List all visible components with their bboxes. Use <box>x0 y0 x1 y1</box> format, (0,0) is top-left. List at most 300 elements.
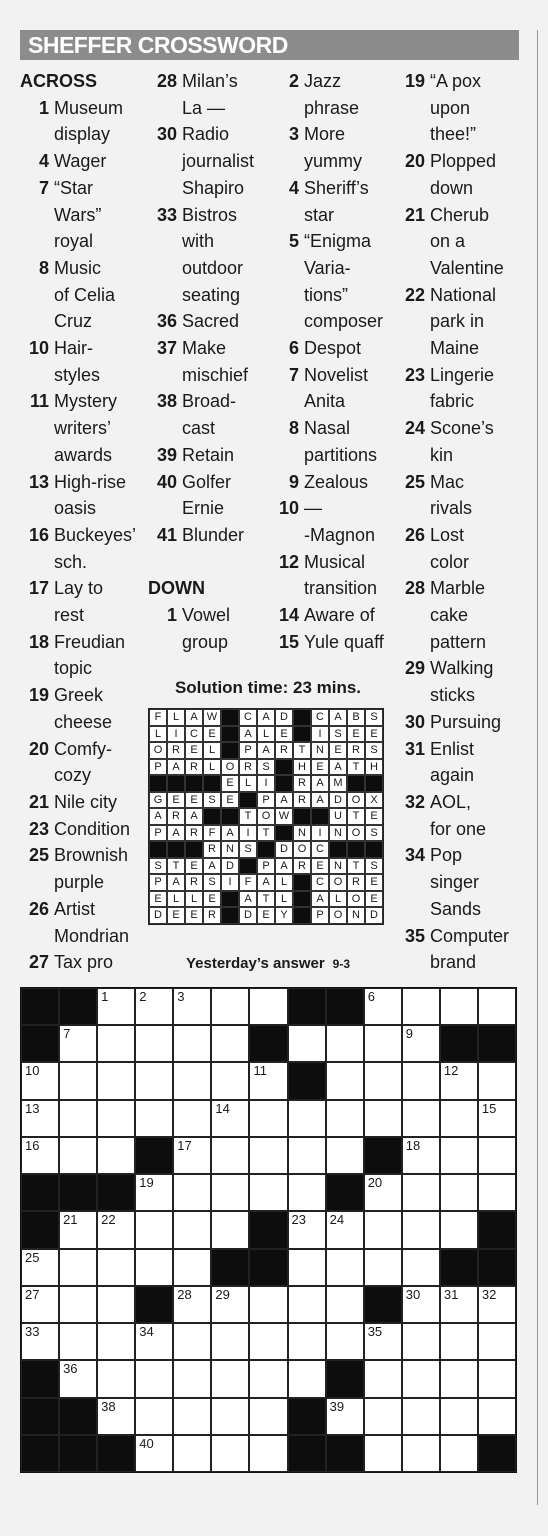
grid-cell[interactable] <box>440 1100 478 1137</box>
clue-line <box>278 442 406 469</box>
clue-line <box>20 175 148 202</box>
grid-cell[interactable] <box>135 1398 173 1435</box>
grid-cell[interactable] <box>21 1249 59 1286</box>
grid-cell[interactable] <box>211 1360 249 1397</box>
clue-text: yummy <box>304 151 362 172</box>
grid-cell[interactable] <box>173 1062 211 1099</box>
clue-column-2 <box>148 68 280 655</box>
grid-cell[interactable] <box>478 1360 516 1397</box>
grid-cell[interactable] <box>211 1286 249 1323</box>
clue-number <box>20 602 49 629</box>
black-square <box>21 1360 59 1397</box>
grid-cell[interactable] <box>402 1137 440 1174</box>
grid-cell[interactable] <box>97 1249 135 1286</box>
grid-cell[interactable] <box>288 1211 326 1248</box>
black-square <box>135 1137 173 1174</box>
grid-cell[interactable] <box>135 1062 173 1099</box>
clue-text: Mac <box>430 471 465 492</box>
clue-text: Lingerie <box>430 364 495 385</box>
clue-text: Blunder <box>182 524 245 545</box>
grid-cell[interactable] <box>249 988 287 1025</box>
solution-letter-cell: L <box>239 775 257 792</box>
clue-text: Musical <box>304 551 366 572</box>
solution-letter-cell: A <box>257 742 275 759</box>
grid-cell[interactable] <box>326 1062 364 1099</box>
grid-cell[interactable] <box>288 1137 326 1174</box>
solution-black-cell <box>365 775 383 792</box>
black-square <box>21 988 59 1025</box>
solution-time: Solution time: 23 mins. <box>174 678 362 697</box>
black-square <box>249 1211 287 1248</box>
clue-line <box>20 816 148 843</box>
grid-cell[interactable] <box>211 1025 249 1062</box>
clue-number: 25 <box>404 471 425 492</box>
clue-number: 39 <box>156 444 177 465</box>
grid-cell[interactable] <box>173 1360 211 1397</box>
clue-line <box>278 522 406 549</box>
grid-cell[interactable] <box>249 1435 287 1472</box>
clue-number: 21 <box>404 204 425 225</box>
grid-cell[interactable] <box>326 1211 364 1248</box>
solution-letter-cell: A <box>167 759 185 776</box>
solution-letter-cell: S <box>203 874 221 891</box>
title-bar <box>20 30 519 60</box>
cell-number: 40 <box>139 1435 154 1451</box>
grid-cell[interactable] <box>135 1435 173 1472</box>
cell-number: 10 <box>25 1063 40 1079</box>
solution-letter-cell: R <box>203 841 221 858</box>
grid-cell[interactable] <box>440 1323 478 1360</box>
clue-line <box>278 228 406 255</box>
column-rule <box>537 30 538 1505</box>
grid-cell[interactable] <box>326 1025 364 1062</box>
grid-cell[interactable] <box>135 1249 173 1286</box>
clue-line <box>404 655 534 682</box>
grid-cell[interactable] <box>478 1286 516 1323</box>
solution-letter-cell: R <box>347 742 365 759</box>
grid-cell[interactable] <box>288 1323 326 1360</box>
solution-letter-cell: O <box>221 759 239 776</box>
grid-cell[interactable] <box>402 1062 440 1099</box>
across-heading: ACROSS <box>20 71 98 91</box>
yesterday-solution-grid <box>148 708 384 925</box>
solution-letter-cell: O <box>329 907 347 924</box>
clue-line <box>278 602 406 629</box>
grid-cell[interactable] <box>364 1323 402 1360</box>
grid-cell[interactable] <box>59 1249 97 1286</box>
clue-line <box>20 255 148 282</box>
grid-cell[interactable] <box>478 1174 516 1211</box>
clue-number <box>20 362 49 389</box>
solution-letter-cell: L <box>167 709 185 726</box>
clue-text: Greek <box>54 685 104 706</box>
grid-cell[interactable] <box>21 1062 59 1099</box>
grid-cell[interactable] <box>173 1100 211 1137</box>
grid-cell[interactable] <box>173 1174 211 1211</box>
grid-cell[interactable] <box>59 1025 97 1062</box>
clue-number <box>404 335 425 362</box>
clue-text: Pop <box>430 845 463 866</box>
grid-cell[interactable] <box>364 1398 402 1435</box>
grid-cell[interactable] <box>173 1249 211 1286</box>
black-square <box>440 1249 478 1286</box>
grid-cell[interactable] <box>440 1174 478 1211</box>
clue-line <box>148 549 280 576</box>
clue-text: Sheriff’s <box>304 177 369 198</box>
clue-number <box>148 629 177 656</box>
grid-cell[interactable] <box>21 1137 59 1174</box>
solution-letter-cell: S <box>149 858 167 875</box>
clue-line <box>20 682 148 709</box>
grid-cell[interactable] <box>326 1286 364 1323</box>
clue-column-4 <box>404 68 534 976</box>
grid-cell[interactable] <box>288 1249 326 1286</box>
grid-cell[interactable] <box>402 1435 440 1472</box>
clue-number: 26 <box>28 898 49 919</box>
grid-cell[interactable] <box>59 1137 97 1174</box>
cell-number: 33 <box>25 1324 40 1340</box>
solution-letter-cell: R <box>275 742 293 759</box>
solution-letter-cell: A <box>257 874 275 891</box>
grid-cell[interactable] <box>135 1174 173 1211</box>
clue-number <box>404 95 425 122</box>
clue-line <box>20 896 148 923</box>
grid-cell[interactable] <box>440 1062 478 1099</box>
grid-cell[interactable] <box>402 1323 440 1360</box>
clue-number <box>404 121 425 148</box>
solution-letter-cell: E <box>329 742 347 759</box>
grid-cell[interactable] <box>173 1286 211 1323</box>
clue-number <box>20 549 49 576</box>
grid-cell[interactable] <box>97 988 135 1025</box>
grid-cell[interactable] <box>249 1360 287 1397</box>
clue-text: More <box>304 124 346 145</box>
clue-number <box>148 148 177 175</box>
clue-line <box>20 228 148 255</box>
grid-cell[interactable] <box>249 1286 287 1323</box>
solution-black-cell <box>293 726 311 743</box>
grid-cell[interactable] <box>211 1100 249 1137</box>
grid-cell[interactable] <box>249 1062 287 1099</box>
grid-cell[interactable] <box>135 1323 173 1360</box>
clue-number <box>148 95 177 122</box>
grid-cell[interactable] <box>249 1323 287 1360</box>
grid-cell[interactable] <box>364 1025 402 1062</box>
clue-number: 1 <box>38 97 49 118</box>
solution-letter-cell: P <box>239 742 257 759</box>
grid-cell[interactable] <box>364 1360 402 1397</box>
grid-cell[interactable] <box>478 1323 516 1360</box>
grid-cell[interactable] <box>326 1249 364 1286</box>
clue-text: Marble <box>430 578 486 599</box>
clue-number: 1 <box>166 605 177 626</box>
grid-cell[interactable] <box>249 1137 287 1174</box>
grid-cell[interactable] <box>440 988 478 1025</box>
cell-number: 36 <box>63 1361 78 1377</box>
clue-number: 23 <box>404 364 425 385</box>
solution-letter-cell: E <box>257 907 275 924</box>
black-square <box>249 1249 287 1286</box>
clue-number: 4 <box>288 177 299 198</box>
clue-text: singer <box>430 872 480 893</box>
clue-text: La — <box>182 97 226 118</box>
grid-cell[interactable] <box>402 1174 440 1211</box>
clue-text: Sacred <box>182 311 240 332</box>
clue-line <box>404 949 534 976</box>
clue-text: Zealous <box>304 471 369 492</box>
grid-cell[interactable] <box>97 1286 135 1323</box>
solution-black-cell <box>185 841 203 858</box>
grid-cell[interactable] <box>402 988 440 1025</box>
grid-cell[interactable] <box>364 1100 402 1137</box>
cell-number: 35 <box>367 1324 383 1340</box>
clue-text: National <box>430 284 497 305</box>
clue-text: oasis <box>54 498 97 519</box>
grid-cell[interactable] <box>249 1398 287 1435</box>
grid-cell[interactable] <box>440 1286 478 1323</box>
grid-cell[interactable] <box>59 1211 97 1248</box>
grid-cell[interactable] <box>440 1137 478 1174</box>
grid-cell[interactable] <box>173 1137 211 1174</box>
clue-number: 35 <box>404 925 425 946</box>
grid-cell[interactable] <box>478 1398 516 1435</box>
grid-cell[interactable] <box>364 1435 402 1472</box>
clue-text: transition <box>304 578 378 599</box>
grid-cell[interactable] <box>440 1398 478 1435</box>
solution-black-cell <box>347 841 365 858</box>
cell-number: 19 <box>139 1175 154 1191</box>
cell-number: 22 <box>101 1212 116 1228</box>
grid-cell[interactable] <box>288 1025 326 1062</box>
solution-letter-cell: F <box>239 874 257 891</box>
grid-cell[interactable] <box>211 1174 249 1211</box>
solution-letter-cell: I <box>311 726 329 743</box>
grid-cell[interactable] <box>135 1360 173 1397</box>
grid-cell[interactable] <box>249 1100 287 1137</box>
grid-cell[interactable] <box>21 1323 59 1360</box>
grid-cell[interactable] <box>97 1360 135 1397</box>
clue-text: rivals <box>430 498 473 519</box>
solution-letter-cell: F <box>203 825 221 842</box>
grid-cell[interactable] <box>135 1211 173 1248</box>
black-square <box>135 1286 173 1323</box>
clue-text: seating <box>182 284 241 305</box>
grid-cell[interactable] <box>326 1323 364 1360</box>
grid-cell[interactable] <box>364 1062 402 1099</box>
grid-cell[interactable] <box>478 1062 516 1099</box>
grid-cell[interactable] <box>364 988 402 1025</box>
clue-line <box>278 549 406 576</box>
grid-cell[interactable] <box>364 1249 402 1286</box>
clue-number: 7 <box>38 177 49 198</box>
solution-letter-cell: O <box>347 891 365 908</box>
solution-letter-cell: A <box>167 874 185 891</box>
clue-line <box>148 255 280 282</box>
clue-text: Milan’s <box>182 71 238 91</box>
clue-number <box>404 549 425 576</box>
grid-cell[interactable] <box>402 1100 440 1137</box>
cell-number: 25 <box>25 1249 40 1265</box>
clue-number: 8 <box>288 418 299 439</box>
grid-cell[interactable] <box>211 1435 249 1472</box>
grid-cell[interactable] <box>326 1100 364 1137</box>
clue-line <box>148 495 280 522</box>
grid-cell[interactable] <box>211 1062 249 1099</box>
grid-cell[interactable] <box>440 1360 478 1397</box>
cell-number: 32 <box>481 1286 497 1302</box>
clue-text: Mystery <box>54 391 117 412</box>
clue-text: down <box>430 177 474 198</box>
clue-number: 24 <box>404 418 425 439</box>
clue-line <box>404 575 534 602</box>
clue-text: park in <box>430 311 485 332</box>
grid-cell[interactable] <box>97 1062 135 1099</box>
solution-black-cell <box>221 709 239 726</box>
cell-number: 7 <box>63 1026 71 1042</box>
grid-cell[interactable] <box>21 1286 59 1323</box>
grid-cell[interactable] <box>288 1360 326 1397</box>
grid-cell[interactable] <box>440 1435 478 1472</box>
solution-black-cell <box>257 841 275 858</box>
grid-cell[interactable] <box>402 1360 440 1397</box>
solution-letter-cell: A <box>329 759 347 776</box>
solution-black-cell <box>275 759 293 776</box>
solution-letter-cell: I <box>239 825 257 842</box>
grid-cell[interactable] <box>97 1211 135 1248</box>
grid-cell[interactable] <box>97 1100 135 1137</box>
grid-cell[interactable] <box>59 1323 97 1360</box>
solution-letter-cell: L <box>329 891 347 908</box>
grid-cell[interactable] <box>59 1360 97 1397</box>
clue-text: Buckeyes’ <box>54 524 137 545</box>
clue-text: Wars” <box>54 204 102 225</box>
solution-letter-cell: P <box>257 858 275 875</box>
grid-cell[interactable] <box>402 1398 440 1435</box>
clue-text: Aware of <box>304 605 375 626</box>
grid-cell[interactable] <box>97 1137 135 1174</box>
black-square <box>326 1174 364 1211</box>
grid-cell[interactable] <box>59 1062 97 1099</box>
clue-text: Broad- <box>182 391 237 412</box>
grid-cell[interactable] <box>288 1174 326 1211</box>
clue-text: of Celia <box>54 284 116 305</box>
grid-cell[interactable] <box>364 1211 402 1248</box>
solution-letter-cell: N <box>221 841 239 858</box>
clue-number: 4 <box>38 151 49 172</box>
grid-cell[interactable] <box>364 1174 402 1211</box>
black-square <box>249 1025 287 1062</box>
clue-number: 19 <box>404 71 425 91</box>
clue-line <box>148 415 280 442</box>
grid-cell[interactable] <box>402 1025 440 1062</box>
grid-cell[interactable] <box>478 988 516 1025</box>
cell-number: 14 <box>215 1100 230 1116</box>
down-heading: DOWN <box>148 578 205 599</box>
grid-cell[interactable] <box>326 1137 364 1174</box>
grid-cell[interactable] <box>326 1398 364 1435</box>
clue-line <box>404 762 534 789</box>
solution-letter-cell: A <box>275 792 293 809</box>
clue-line <box>404 789 534 816</box>
clue-line <box>20 575 148 602</box>
solution-letter-cell: N <box>293 825 311 842</box>
clue-number <box>20 415 49 442</box>
grid-cell[interactable] <box>97 1323 135 1360</box>
grid-cell[interactable] <box>173 1323 211 1360</box>
clue-number <box>404 175 425 202</box>
grid-cell[interactable] <box>211 988 249 1025</box>
solution-letter-cell: E <box>311 858 329 875</box>
solution-letter-cell: S <box>365 709 383 726</box>
grid-cell[interactable] <box>173 1398 211 1435</box>
grid-cell[interactable] <box>211 1323 249 1360</box>
solution-letter-cell: S <box>257 759 275 776</box>
grid-cell[interactable] <box>288 1100 326 1137</box>
grid-cell[interactable] <box>97 1025 135 1062</box>
grid-cell[interactable] <box>440 1211 478 1248</box>
clue-number: 10 <box>28 338 49 359</box>
grid-cell[interactable] <box>173 1211 211 1248</box>
solution-letter-cell: D <box>239 907 257 924</box>
grid-cell[interactable] <box>402 1249 440 1286</box>
grid-cell[interactable] <box>173 988 211 1025</box>
clue-number <box>404 602 425 629</box>
grid-cell[interactable] <box>211 1137 249 1174</box>
clue-line <box>148 282 280 309</box>
solution-letter-cell: R <box>203 907 221 924</box>
grid-cell[interactable] <box>97 1398 135 1435</box>
clue-text: cheese <box>54 711 113 732</box>
grid-cell[interactable] <box>478 1137 516 1174</box>
grid-cell[interactable] <box>211 1211 249 1248</box>
grid-cell[interactable] <box>135 1025 173 1062</box>
solution-letter-cell: O <box>257 808 275 825</box>
black-square <box>478 1025 516 1062</box>
grid-cell[interactable] <box>21 1100 59 1137</box>
clue-number: 20 <box>28 738 49 759</box>
cell-number: 28 <box>177 1286 192 1302</box>
clue-text: Lost <box>430 524 465 545</box>
clue-text: Lay to <box>54 578 104 599</box>
grid-cell[interactable] <box>478 1100 516 1137</box>
solution-letter-cell: A <box>311 775 329 792</box>
grid-cell[interactable] <box>135 988 173 1025</box>
solution-letter-cell: L <box>275 891 293 908</box>
clue-line <box>148 602 280 629</box>
clue-line <box>404 923 534 950</box>
solution-letter-cell: A <box>185 709 203 726</box>
clue-text: Pursuing <box>430 711 502 732</box>
clue-text: Nile city <box>54 791 118 812</box>
clue-line <box>404 175 534 202</box>
grid-cell[interactable] <box>211 1398 249 1435</box>
grid-cell[interactable] <box>59 1100 97 1137</box>
grid-cell[interactable] <box>173 1435 211 1472</box>
clue-number <box>404 308 425 335</box>
grid-cell[interactable] <box>173 1025 211 1062</box>
grid-cell[interactable] <box>402 1286 440 1323</box>
clue-number <box>404 255 425 282</box>
clue-text: Varia- <box>304 257 351 278</box>
grid-cell[interactable] <box>402 1211 440 1248</box>
grid-cell[interactable] <box>59 1286 97 1323</box>
grid-cell[interactable] <box>249 1174 287 1211</box>
grid-cell[interactable] <box>135 1100 173 1137</box>
clue-number: 23 <box>28 818 49 839</box>
grid-cell[interactable] <box>288 1286 326 1323</box>
clue-text: cake <box>430 605 469 626</box>
clue-number: 29 <box>404 658 425 679</box>
